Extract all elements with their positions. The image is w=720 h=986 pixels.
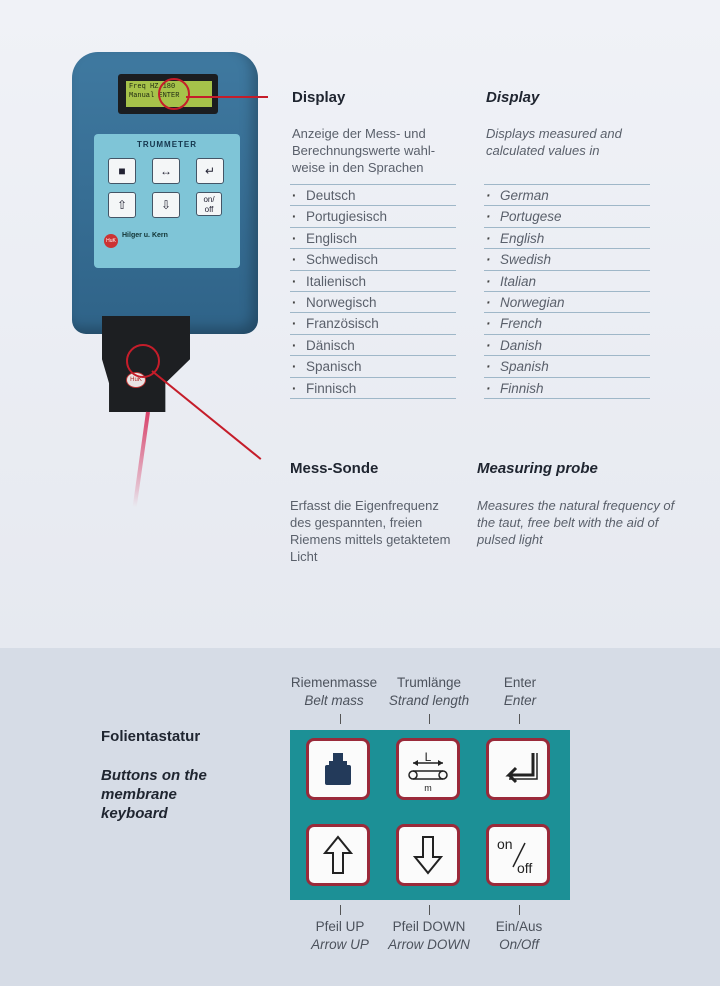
mini-down-arrow-icon: ⇩ [152, 192, 180, 218]
weight-icon [309, 741, 367, 797]
label-belt-mass [279, 674, 389, 710]
mini-onoff-icon: on/ off [196, 192, 222, 216]
on-off-key[interactable] [486, 824, 550, 886]
language-de-item: · Italienisch [290, 270, 456, 291]
strand-length-icon [399, 741, 457, 797]
language-de-item: · Dänisch [290, 334, 456, 355]
display-heading-en: Display [486, 89, 540, 106]
tick-belt-mass [340, 714, 341, 724]
mini-weight-icon: ■ [108, 158, 136, 184]
probe-heading-de: Mess-Sonde [290, 460, 379, 477]
language-en-item: · German [484, 184, 650, 205]
language-de-item: · Englisch [290, 227, 456, 248]
enter-key[interactable] [486, 738, 550, 800]
mini-length-icon: ↔ [152, 158, 180, 184]
label-on-off [464, 918, 574, 954]
device-brand: TRUMMETER [136, 140, 198, 149]
arrow-down-icon [399, 827, 457, 883]
language-de-item: · Deutsch [290, 184, 456, 205]
display-heading-de: Display [292, 89, 346, 106]
strand-L-text: L [424, 750, 432, 764]
label-arrow-down-de: Pfeil DOWN [392, 919, 466, 934]
power-icon [489, 827, 547, 883]
label-strand-length-en: Strand length [388, 693, 470, 708]
mini-enter-icon: ↵ [196, 158, 224, 184]
maker-name: Hilger u. Kern [122, 232, 168, 239]
arrow-up-key[interactable] [306, 824, 370, 886]
display-callout-circle [158, 78, 190, 110]
label-on-off-de: Ein/Aus [495, 919, 543, 934]
label-enter [465, 674, 575, 710]
tick-on-off [519, 905, 520, 915]
language-de-item: · Portugiesisch [290, 205, 456, 226]
keyboard-title: Folientastatur [101, 728, 201, 745]
display-callout-line [186, 96, 268, 98]
strand-m-text: m [424, 783, 432, 793]
language-en-item: · Finnish [484, 377, 650, 399]
display-desc-en: Displays measured and calculated values in [486, 126, 622, 158]
membrane-keyboard [290, 730, 570, 900]
language-en-item: · Portugese [484, 205, 650, 226]
belt-mass-key[interactable] [306, 738, 370, 800]
tick-enter [519, 714, 520, 724]
label-enter-en: Enter [503, 693, 537, 708]
probe-desc-de: Erfasst die Eigenfrequenz des gespannten, freien Riemens mittels getaktetem Licht [290, 498, 451, 564]
label-arrow-up-en: Arrow UP [311, 937, 369, 952]
tick-arrow-up [340, 905, 341, 915]
off-text: off [517, 860, 533, 876]
language-de-item: · Spanisch [290, 355, 456, 376]
language-en-item: · Italian [484, 270, 650, 291]
strand-length-key[interactable] [396, 738, 460, 800]
arrow-down-key[interactable] [396, 824, 460, 886]
probe-desc-en: Measures the natural frequency of the taut, free belt with the aid of pulsed light [477, 498, 675, 547]
lcd-line-2: Manual ENTER [129, 92, 180, 100]
language-en-item: · English [484, 227, 650, 248]
lcd-line-1: Freq HZ 180 [129, 83, 176, 91]
maker-logo: HuK [104, 234, 118, 248]
language-de-item: · Französisch [290, 312, 456, 333]
probe-logo: HuK [126, 372, 146, 388]
language-en-item: · Spanish [484, 355, 650, 376]
language-en-item: · French [484, 312, 650, 333]
label-arrow-up-de: Pfeil UP [315, 919, 365, 934]
enter-icon [489, 741, 547, 797]
language-de-item: · Schwedisch [290, 248, 456, 269]
label-arrow-down-en: Arrow DOWN [388, 937, 470, 952]
label-belt-mass-de: Riemenmasse [290, 675, 378, 690]
label-on-off-en: On/Off [499, 937, 539, 952]
probe-heading-en: Measuring probe [477, 460, 598, 477]
tick-arrow-down [429, 905, 430, 915]
language-de-item: · Norwegisch [290, 291, 456, 312]
language-list-de [290, 184, 456, 399]
on-text: on [497, 836, 513, 852]
language-list-en [484, 184, 650, 399]
keyboard-subtitle: Buttons on the membrane keyboard [101, 767, 207, 822]
label-enter-de: Enter [503, 675, 537, 690]
language-en-item: · Swedish [484, 248, 650, 269]
language-de-item: · Finnisch [290, 377, 456, 399]
language-en-item: · Danish [484, 334, 650, 355]
display-desc-de: Anzeige der Mess- und Berechnungswerte wahl- weise in den Sprachen [292, 126, 436, 175]
label-strand-length-de: Trumlänge [396, 675, 462, 690]
arrow-up-icon [309, 827, 367, 883]
device-keypad-panel [94, 134, 240, 268]
language-en-item: · Norwegian [484, 291, 650, 312]
label-belt-mass-en: Belt mass [304, 693, 364, 708]
mini-up-arrow-icon: ⇧ [108, 192, 136, 218]
tick-strand-length [429, 714, 430, 724]
